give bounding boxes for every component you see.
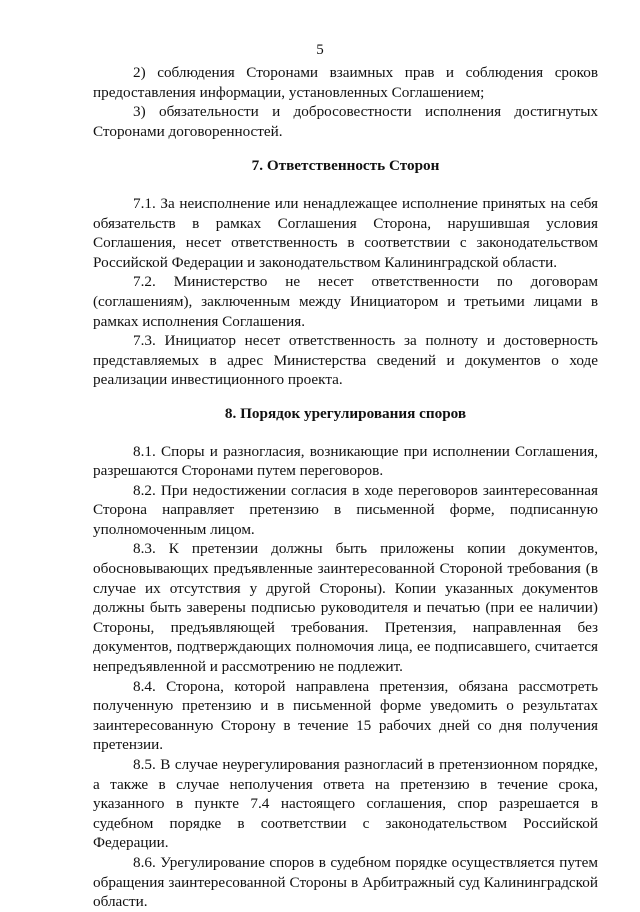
intro-item-3: 3) обязательности и добросовестности исполнения достигнутых Сторонами договоренностей.	[93, 103, 598, 140]
intro-item-2: 2) соблюдения Сторонами взаимных прав и соблюдения сроков предоставления информации, установленных Соглашением;	[93, 64, 598, 101]
spacer	[93, 390, 598, 404]
paragraph-8-4: 8.4. Сторона, которой направлена претензия, обязана рассмотреть полученную претензию и в письменной форме уведомить о результатах заинтересованную Сторону в течение 15 рабочих дней со дня получения претензии.	[93, 677, 598, 754]
section-7-heading: 7. Ответственность Сторон	[251, 157, 440, 175]
paragraph-7-1: 7.1. За неисполнение или ненадлежащее исполнение принятых на себя обязательств в рамках Соглашения Сторона, нарушившая условия Соглашения, несет ответственность в соответствии с законодательством Российской Федерации и законодательством Калининградской области.	[93, 194, 598, 271]
paragraph-8-2: 8.2. При недостижении согласия в ходе переговоров заинтересованная Сторона направляет претензию в письменной форме, подписанную уполномоченным лицом.	[93, 481, 598, 538]
paragraph-8-5: 8.5. В случае неурегулирования разногласий в претензионном порядке, а также в случае неполучения ответа на претензию в течение срока, указанного в пункте 7.4 настоящего соглашения, спор разрешается в судебном порядке в соответствии с законодательством Российской Федерации.	[93, 756, 598, 852]
page-number: 5	[316, 42, 324, 58]
spacer	[93, 176, 598, 194]
document-body	[93, 63, 598, 912]
spacer	[93, 424, 598, 442]
section-8-heading: 8. Порядок урегулирования споров	[224, 404, 467, 422]
paragraph-8-6: 8.6. Урегулирование споров в судебном порядке осуществляется путем обращения заинтересованной Стороны в Арбитражный суд Калининградской области.	[93, 853, 598, 911]
paragraph-8-1: 8.1. Споры и разногласия, возникающие при исполнении Соглашения, разрешаются Сторонами путем переговоров.	[93, 442, 598, 480]
spacer	[93, 141, 598, 156]
paragraph-7-2: 7.2. Министерство не несет ответственности по договорам (соглашениям), заключенным между Инициатором и третьими лицами в рамках исполнения Соглашения.	[93, 273, 598, 330]
paragraph-8-3: 8.3. К претензии должны быть приложены копии документов, обосновывающих предъявленные заинтересованной Стороной требования (в случае их отсутствия у другой Стороны). Копии указанных документов должны быть заверены подписью руководителя и печатью (при ее наличии) Стороны, предъявляющей требования. Претензия, направленная без документов, подтверждающих полномочия лица, ее подписавшего, считается непредъявленной и рассмотрению не подлежит.	[93, 540, 598, 676]
paragraph-7-3: 7.3. Инициатор несет ответственность за полноту и достоверность представляемых в адрес Министерства сведений и документов о ходе реализации инвестиционного проекта.	[93, 332, 598, 389]
